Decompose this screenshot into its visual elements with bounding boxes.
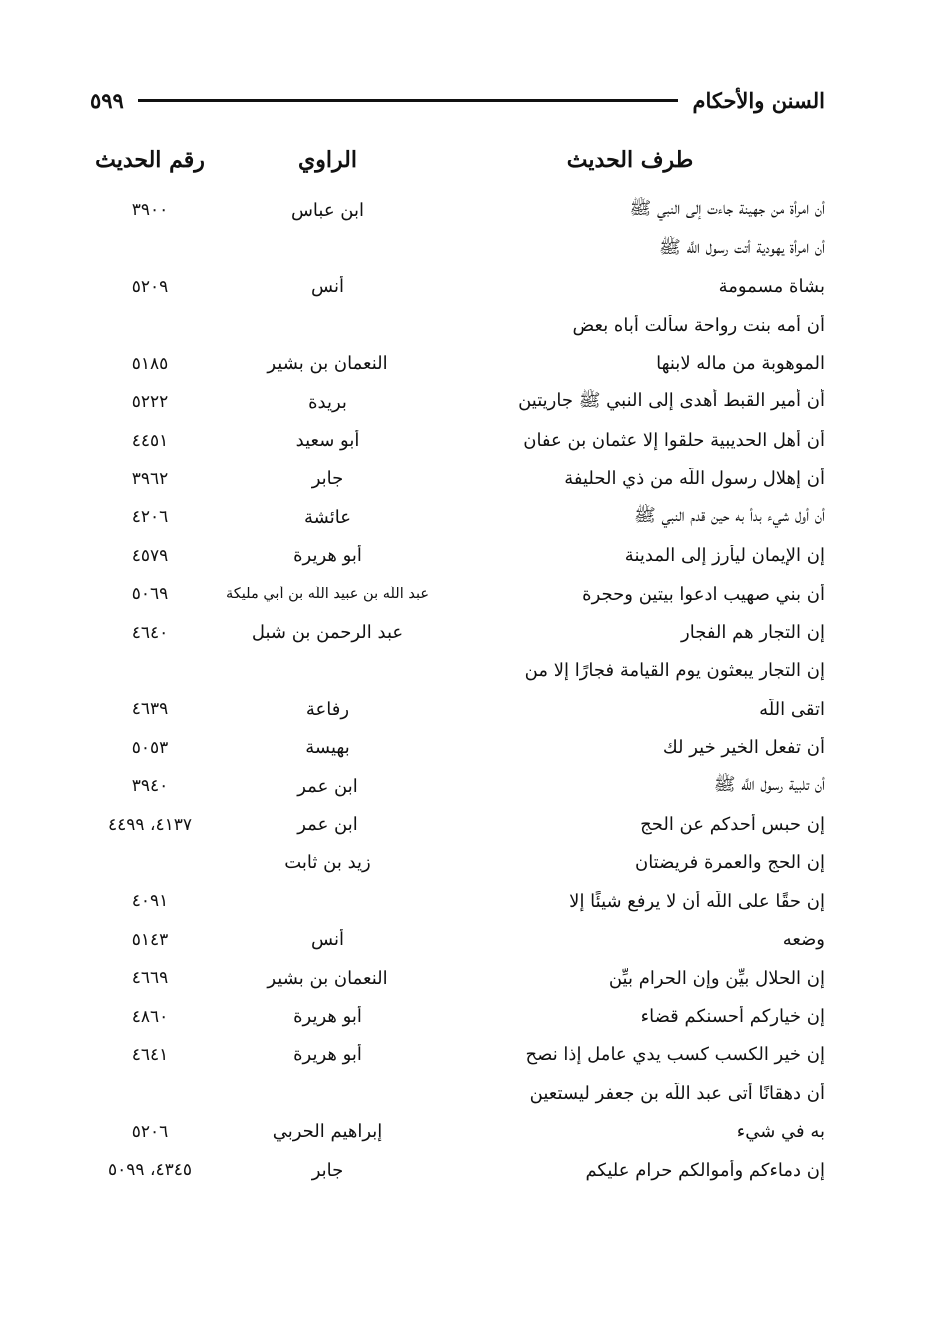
narrator: ابن عمر <box>297 775 358 797</box>
table-row <box>80 921 825 959</box>
narrator: أبو هريرة <box>293 1044 362 1066</box>
hadith-fragment: إن خياركم أحسنكم قضاء <box>640 1006 825 1028</box>
hadith-number: ٤٦٤١ <box>131 1044 169 1065</box>
hadith-fragment: إن دماءكم وأموالكم حرام عليكم <box>585 1159 825 1181</box>
hadith-number: ٥٢٠٦ <box>131 1121 169 1142</box>
narrator: أنس <box>311 929 344 951</box>
hadith-number: ٣٩٦٢ <box>131 468 169 489</box>
narrator: رفاعة <box>305 698 350 720</box>
hadith-number: ٤٤٥١ <box>131 430 169 451</box>
hadith-fragment: به في شيء <box>736 1121 825 1143</box>
page-header <box>90 78 825 122</box>
hadith-fragment: إن التجار هم الفجار <box>681 622 825 644</box>
table-row <box>80 383 825 421</box>
hadith-number: ٤١٣٧، ٤٤٩٩ <box>108 814 192 835</box>
hadith-fragment: أن دهقانًا أتى عبد اللَّه بن جعفر ليستعين <box>529 1082 825 1104</box>
hadith-fragment: إن حبس أحدكم عن الحج <box>640 814 825 836</box>
narrator: النعمان بن بشير <box>267 967 388 989</box>
hadith-number: ٣٩٤٠ <box>131 776 169 797</box>
hadith-number: ٤٦٦٩ <box>131 968 169 989</box>
table-row <box>80 498 825 536</box>
narrator: أبو هريرة <box>293 1006 362 1028</box>
narrator: عائشة <box>304 506 351 528</box>
table-row <box>80 805 825 843</box>
narrator: أنس <box>311 276 344 298</box>
narrator: جابر <box>311 468 344 490</box>
hadith-number: ٤٦٣٩ <box>131 699 169 720</box>
hadith-number: ٥١٤٣ <box>131 929 169 950</box>
hadith-number: ٥٢٠٩ <box>131 276 169 297</box>
hadith-fragment: بشاة مسمومة <box>718 276 825 298</box>
hadith-fragment: إن الحلال بيِّن وإن الحرام بيِّن <box>608 967 825 989</box>
narrator: عبد اللَّه بن عبيد اللَّه بن أبي مليكة <box>226 586 429 603</box>
table-row <box>80 575 825 613</box>
hadith-number: ٤٠٩١ <box>131 891 169 912</box>
hadith-fragment: الموهوبة من ماله لابنها <box>656 353 825 375</box>
table-row <box>80 959 825 997</box>
table-row <box>80 652 825 690</box>
hadith-number: ٤٥٧٩ <box>131 545 169 566</box>
running-title: السنن والأحكام <box>692 87 825 113</box>
hadith-number: ٥٠٦٩ <box>131 584 169 605</box>
hadith-number: ٤٣٤٥، ٥٠٩٩ <box>108 1160 192 1181</box>
hadith-fragment: أن أهل الحديبية حلقوا إلا عثمان بن عفان <box>523 430 825 452</box>
hadith-fragment: أن امرأة من جهينة جاءت إلى النبي ﷺ <box>629 198 825 220</box>
hadith-fragment: أن أمه بنت رواحة سألت أباه بعض <box>572 314 825 336</box>
table-row <box>80 1113 825 1151</box>
hadith-number: ٤٦٤٠ <box>131 622 169 643</box>
narrator: إبراهيم الحربي <box>272 1121 383 1143</box>
hadith-fragment: إن الحج والعمرة فريضتان <box>634 852 825 874</box>
header-rule <box>138 99 679 102</box>
header-number: رقم الحديث <box>95 147 205 173</box>
hadith-fragment: أن بني صهيب ادعوا بيتين وحجرة <box>582 583 825 605</box>
table-row <box>80 268 825 306</box>
table-row <box>80 306 825 344</box>
table-row <box>80 1074 825 1112</box>
narrator: بريدة <box>308 391 347 413</box>
table-row <box>80 460 825 498</box>
hadith-number: ٥٢٢٢ <box>131 392 169 413</box>
table-row <box>80 882 825 920</box>
table-row <box>80 1151 825 1189</box>
hadith-number: ٣٩٠٠ <box>131 200 169 221</box>
hadith-fragment: أن أمير القبط أهدى إلى النبي ﷺ جاريتين <box>518 390 825 412</box>
table-row <box>80 421 825 459</box>
table-row <box>80 690 825 728</box>
hadith-fragment: إن خير الكسب كسب يدي عامل إذا نصح <box>525 1044 825 1066</box>
hadith-fragment: أن امرأة يهودية أتت رسول اللَّه ﷺ <box>659 236 825 258</box>
table-row <box>80 537 825 575</box>
hadith-fragment: إن الإيمان ليأرز إلى المدينة <box>624 545 825 567</box>
hadith-fragment: اتقى اللَّه <box>759 698 825 720</box>
page-number: ٥٩٩ <box>90 87 124 113</box>
narrator: ابن عمر <box>297 814 358 836</box>
table-row <box>80 844 825 882</box>
hadith-number: ٤٢٠٦ <box>131 507 169 528</box>
table-row <box>80 613 825 651</box>
table-row <box>80 1036 825 1074</box>
hadith-number: ٥١٨٥ <box>131 353 169 374</box>
hadith-fragment: أن أول شيء بدأ به حين قدم النبي ﷺ <box>633 505 825 527</box>
narrator: أبو هريرة <box>293 545 362 567</box>
hadith-number: ٥٠٥٣ <box>131 737 169 758</box>
narrator: عبد الرحمن بن شبل <box>251 622 404 644</box>
narrator: النعمان بن بشير <box>267 353 388 375</box>
table-row <box>80 767 825 805</box>
table-row <box>80 229 825 267</box>
header-narrator: الراوي <box>298 147 357 173</box>
narrator: ابن عباس <box>290 199 365 221</box>
table-row <box>80 729 825 767</box>
table-row <box>80 191 825 229</box>
hadith-fragment: أن إهلال رسول اللَّه من ذي الحليفة <box>564 468 825 490</box>
table-row <box>80 997 825 1035</box>
narrator: زيد بن ثابت <box>284 852 371 874</box>
hadith-number: ٤٨٦٠ <box>131 1006 169 1027</box>
hadith-fragment: إن التجار يبعثون يوم القيامة فجارًا إلا من <box>524 660 825 682</box>
hadith-fragment: أن تفعل الخير خير لك <box>662 737 825 759</box>
hadith-fragment: وضعه <box>782 929 825 951</box>
column-headers <box>80 140 825 180</box>
narrator: جابر <box>311 1159 344 1181</box>
header-fragment: طرف الحديث <box>566 147 694 173</box>
table-row <box>80 345 825 383</box>
narrator: أبو سعيد <box>295 430 360 452</box>
hadith-fragment: أن تلبية رسول اللَّه ﷺ <box>713 774 825 796</box>
narrator: بهيسة <box>305 737 350 759</box>
hadith-fragment: إن حقًا على اللَّه أن لا يرفع شيئًا إلا <box>569 890 825 912</box>
